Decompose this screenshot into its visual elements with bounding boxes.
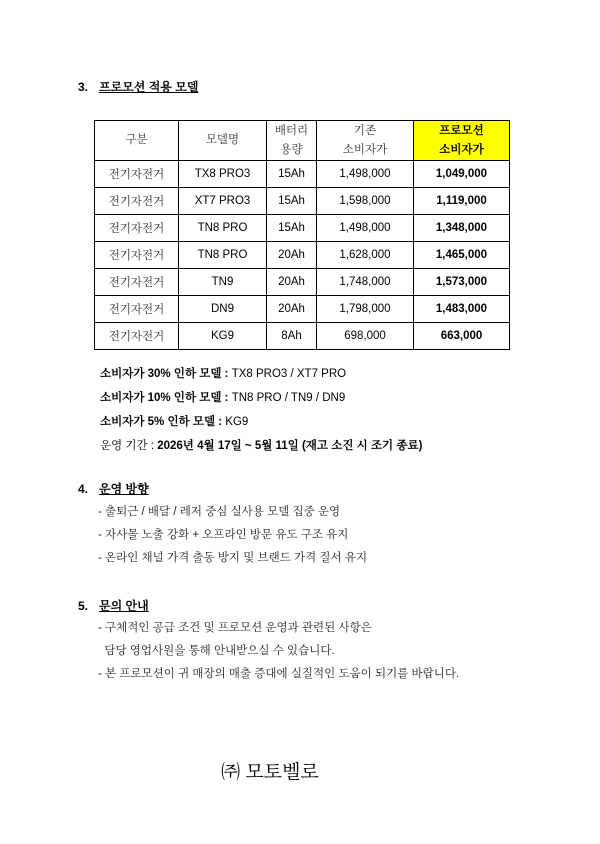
note-value: KG9: [222, 416, 249, 428]
note-period: [100, 437, 422, 453]
table-cell: KG9: [179, 323, 267, 350]
table-cell: XT7 PRO3: [179, 188, 267, 215]
table-row: [95, 161, 510, 188]
note-label: 운영 기간 :: [100, 440, 155, 452]
table-cell: 1,598,000: [317, 188, 414, 215]
table-cell: 1,348,000: [414, 215, 510, 242]
table-cell: 1,798,000: [317, 296, 414, 323]
table-cell: 전기자전거: [95, 296, 179, 323]
list-item: 담당 영업사원을 통해 안내받으실 수 있습니다.: [98, 645, 335, 657]
table-cell: 전기자전거: [95, 161, 179, 188]
note-value: TX8 PRO3 / XT7 PRO: [228, 368, 347, 380]
table-cell: 전기자전거: [95, 323, 179, 350]
table-cell: 1,748,000: [317, 269, 414, 296]
table-cell: TN8 PRO: [179, 215, 267, 242]
section-3-heading: [78, 78, 198, 95]
list-item: - 온라인 채널 가격 출동 방지 및 브랜드 가격 질서 유지: [98, 552, 368, 564]
table-row: [95, 323, 510, 350]
list-item: - 자사몰 노출 강화 + 오프라인 방문 유도 구조 유지: [98, 529, 349, 541]
table-cell: 698,000: [317, 323, 414, 350]
table-cell: 전기자전거: [95, 188, 179, 215]
table-cell: 1,628,000: [317, 242, 414, 269]
note-value: 2026년 4월 17일 ~ 5월 11일 (재고 소진 시 조기 종료): [154, 440, 423, 452]
table-cell: 1,049,000: [414, 161, 510, 188]
table-cell: 1,573,000: [414, 269, 510, 296]
table-cell: TX8 PRO3: [179, 161, 267, 188]
list-item: - 출퇴근 / 배달 / 레저 중심 실사용 모델 집중 운영: [98, 506, 341, 518]
table-cell: 20Ah: [267, 242, 317, 269]
note-value: TN8 PRO / TN9 / DN9: [228, 392, 346, 404]
note-30: [100, 365, 346, 381]
table-cell: 전기자전거: [95, 215, 179, 242]
table-cell: 15Ah: [267, 215, 317, 242]
note-5: [100, 413, 248, 429]
table-cell: 1,483,000: [414, 296, 510, 323]
table-cell: 전기자전거: [95, 269, 179, 296]
note-label: 소비자가 5% 인하 모델 :: [100, 416, 223, 428]
section-5-heading: [78, 597, 149, 614]
column-header: 모델명: [179, 121, 267, 161]
note-label: 소비자가 10% 인하 모델 :: [100, 392, 229, 404]
table-row: [95, 269, 510, 296]
note-label: 소비자가 30% 인하 모델 :: [100, 368, 229, 380]
table-cell: DN9: [179, 296, 267, 323]
section-number: 5.: [78, 599, 89, 613]
table-cell: 1,498,000: [317, 161, 414, 188]
table-cell: 20Ah: [267, 269, 317, 296]
promotion-table: [94, 120, 510, 350]
table-cell: 15Ah: [267, 188, 317, 215]
section-title: 프로모션 적용 모델: [99, 80, 199, 94]
company-signature: ㈜ 모토벨로: [221, 762, 319, 783]
column-header: 구분: [95, 121, 179, 161]
section-title: 운영 방향: [99, 482, 149, 496]
table-row: [95, 242, 510, 269]
table-cell: 20Ah: [267, 296, 317, 323]
section-title: 문의 안내: [99, 599, 149, 613]
table-cell: 663,000: [414, 323, 510, 350]
section-4-heading: [78, 480, 149, 497]
column-header: 기존 소비자가: [317, 121, 414, 161]
note-10: [100, 389, 345, 405]
list-item: - 구체적인 공급 조건 및 프로모션 운영과 관련된 사항은: [98, 622, 372, 634]
table-cell: TN9: [179, 269, 267, 296]
table-row: [95, 215, 510, 242]
section-number: 3.: [78, 80, 89, 94]
table-cell: 1,465,000: [414, 242, 510, 269]
table-cell: 전기자전거: [95, 242, 179, 269]
section-number: 4.: [78, 482, 89, 496]
column-header: 프로모션 소비자가: [414, 121, 510, 161]
table-row: [95, 188, 510, 215]
table-cell: 8Ah: [267, 323, 317, 350]
table-cell: 1,498,000: [317, 215, 414, 242]
table-cell: 1,119,000: [414, 188, 510, 215]
table-cell: TN8 PRO: [179, 242, 267, 269]
column-header: 배터리 용량: [267, 121, 317, 161]
table-cell: 15Ah: [267, 161, 317, 188]
table-row: [95, 296, 510, 323]
list-item: - 본 프로모션이 귀 매장의 매출 증대에 실질적인 도움이 되기를 바랍니다.: [98, 668, 460, 680]
